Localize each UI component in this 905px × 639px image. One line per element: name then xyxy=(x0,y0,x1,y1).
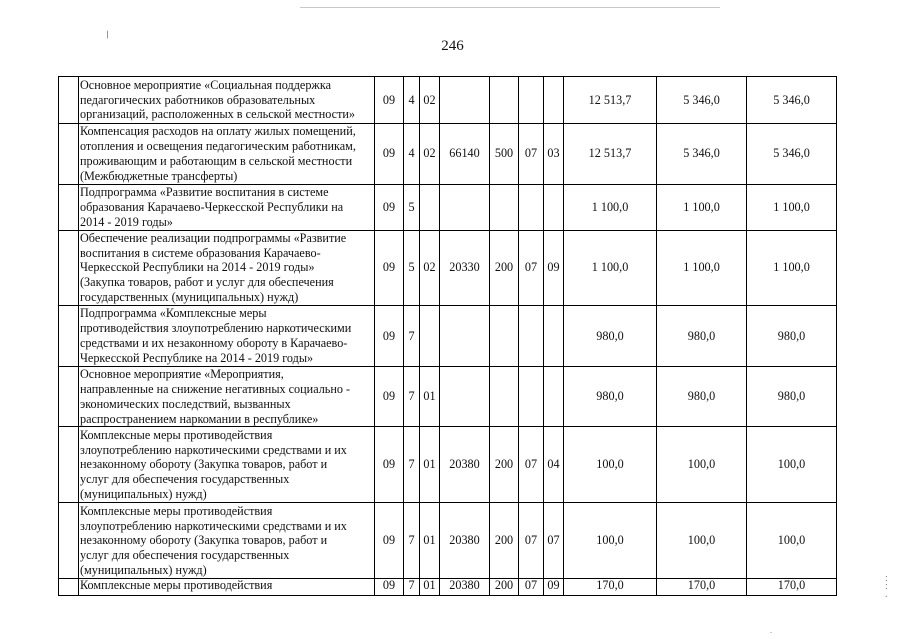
cell-c5 xyxy=(490,77,519,124)
cell-v3: 980,0 xyxy=(747,366,837,427)
cell-c1: 09 xyxy=(375,306,404,367)
cell-c7: 09 xyxy=(544,579,564,596)
table-row xyxy=(59,366,837,427)
table-row xyxy=(59,306,837,367)
row-description xyxy=(79,427,375,503)
row-description xyxy=(79,230,375,306)
description-line: (муниципальных) нужд) xyxy=(80,487,207,502)
cell-v2: 5 346,0 xyxy=(657,124,747,185)
cell-c2: 7 xyxy=(404,503,420,579)
description-line: воспитания в системе образования Карачаево- xyxy=(80,245,321,260)
cell-v1: 1 100,0 xyxy=(564,230,657,306)
cell-c4 xyxy=(440,366,490,427)
description-line: Черкесской Республике на 2014 - 2019 годы» xyxy=(80,350,314,365)
cell-c7: 03 xyxy=(544,124,564,185)
cell-c3: 01 xyxy=(420,503,440,579)
row-description xyxy=(79,579,375,596)
description-line: Компенсация расходов на оплату жилых помещений, xyxy=(80,124,356,138)
description-line: организаций, расположенных в сельской местности» xyxy=(80,107,356,122)
cell-c4: 20330 xyxy=(440,230,490,306)
cell-c7 xyxy=(544,366,564,427)
cell-c4 xyxy=(440,184,490,230)
cell-c2: 7 xyxy=(404,366,420,427)
cell-v3: 5 346,0 xyxy=(747,124,837,185)
description-line: Комплексные меры противодействия xyxy=(80,578,273,593)
cell-c6: 07 xyxy=(519,503,544,579)
cell-c1: 09 xyxy=(375,579,404,596)
description-line: средствами и их незаконному обороту в Карачаево- xyxy=(80,335,348,350)
cell-c6: 07 xyxy=(519,579,544,596)
cell-c4: 20380 xyxy=(440,579,490,596)
cell-v2: 980,0 xyxy=(657,306,747,367)
row-description xyxy=(79,124,375,185)
row-blank-cell xyxy=(59,366,79,427)
row-blank-cell xyxy=(59,230,79,306)
row-description xyxy=(79,77,375,124)
cell-c4 xyxy=(440,77,490,124)
table-row xyxy=(59,230,837,306)
description-line: Комплексные меры противодействия xyxy=(80,427,273,442)
row-description xyxy=(79,503,375,579)
row-blank-cell xyxy=(59,184,79,230)
description-line: Подпрограмма «Развитие воспитания в системе xyxy=(80,184,329,199)
cell-v3: 170,0 xyxy=(747,579,837,596)
cell-v1: 980,0 xyxy=(564,366,657,427)
cell-c4: 20380 xyxy=(440,427,490,503)
cell-v2: 980,0 xyxy=(657,366,747,427)
description-line: экономических последствий, вызванных xyxy=(80,396,291,411)
cell-c7: 09 xyxy=(544,230,564,306)
cell-c7 xyxy=(544,184,564,230)
cell-v3: 1 100,0 xyxy=(747,184,837,230)
cell-c3: 01 xyxy=(420,427,440,503)
cell-v1: 1 100,0 xyxy=(564,184,657,230)
cell-c6: 07 xyxy=(519,124,544,185)
edge-dots: : : . xyxy=(885,573,888,600)
cell-c3: 02 xyxy=(420,77,440,124)
row-blank-cell xyxy=(59,579,79,596)
cell-c5: 200 xyxy=(490,503,519,579)
cell-v1: 12 513,7 xyxy=(564,124,657,185)
description-line: (Закупка товаров, работ и услуг для обеспечения xyxy=(80,275,334,290)
row-blank-cell xyxy=(59,427,79,503)
cell-c5: 200 xyxy=(490,427,519,503)
description-line: направленные на снижение негативных социально - xyxy=(80,381,351,396)
description-line: противодействия злоупотреблению наркотическими xyxy=(80,321,352,336)
cell-v1: 12 513,7 xyxy=(564,77,657,124)
cell-c3: 01 xyxy=(420,366,440,427)
bottom-dot: . xyxy=(770,626,772,635)
table-row xyxy=(59,503,837,579)
cell-v2: 170,0 xyxy=(657,579,747,596)
cell-c7: 07 xyxy=(544,503,564,579)
cell-c1: 09 xyxy=(375,184,404,230)
cell-c7: 04 xyxy=(544,427,564,503)
cell-c5: 200 xyxy=(490,230,519,306)
cell-c5: 500 xyxy=(490,124,519,185)
cell-c3: 01 xyxy=(420,579,440,596)
cell-c1: 09 xyxy=(375,124,404,185)
cell-c2: 4 xyxy=(404,124,420,185)
cell-v3: 100,0 xyxy=(747,503,837,579)
cell-c2: 5 xyxy=(404,230,420,306)
description-line: злоупотреблению наркотическими средствами и их xyxy=(80,518,347,533)
description-line: Подпрограмма «Комплексные меры xyxy=(80,306,267,321)
cell-c2: 7 xyxy=(404,579,420,596)
description-line: услуг для обеспечения государственных xyxy=(80,472,290,487)
budget-table xyxy=(58,76,837,596)
cell-c3: 02 xyxy=(420,124,440,185)
cell-c4: 66140 xyxy=(440,124,490,185)
cell-v2: 1 100,0 xyxy=(657,230,747,306)
cell-c6 xyxy=(519,184,544,230)
cell-c2: 5 xyxy=(404,184,420,230)
table-row xyxy=(59,579,837,596)
cell-c6: 07 xyxy=(519,427,544,503)
cell-c6 xyxy=(519,77,544,124)
description-line: услуг для обеспечения государственных xyxy=(80,548,290,563)
cell-v3: 1 100,0 xyxy=(747,230,837,306)
description-line: проживающим и работающим в сельской местности xyxy=(80,153,353,168)
cell-c5 xyxy=(490,184,519,230)
cell-c7 xyxy=(544,306,564,367)
cell-c4 xyxy=(440,306,490,367)
cell-c5 xyxy=(490,366,519,427)
description-line: незаконному обороту (Закупка товаров, работ и xyxy=(80,457,328,472)
table-row xyxy=(59,77,837,124)
cell-c5 xyxy=(490,306,519,367)
cell-c2: 4 xyxy=(404,77,420,124)
cell-c2: 7 xyxy=(404,306,420,367)
cell-v3: 5 346,0 xyxy=(747,77,837,124)
description-line: злоупотреблению наркотическими средствами и их xyxy=(80,442,347,457)
cell-c1: 09 xyxy=(375,366,404,427)
page-number: 246 xyxy=(441,38,464,54)
description-line: Обеспечение реализации подпрограммы «Развитие xyxy=(80,230,347,245)
cell-v1: 100,0 xyxy=(564,427,657,503)
description-line: государственных (муниципальных) нужд) xyxy=(80,290,299,305)
cell-c6 xyxy=(519,366,544,427)
cell-v2: 5 346,0 xyxy=(657,77,747,124)
cell-c1: 09 xyxy=(375,503,404,579)
row-description xyxy=(79,306,375,367)
description-line: распространением наркомании в республике» xyxy=(80,411,319,426)
cell-c5: 200 xyxy=(490,579,519,596)
cell-v2: 100,0 xyxy=(657,427,747,503)
description-line: незаконному обороту (Закупка товаров, работ и xyxy=(80,533,328,548)
cell-c1: 09 xyxy=(375,77,404,124)
table-row xyxy=(59,427,837,503)
cell-v2: 100,0 xyxy=(657,503,747,579)
description-line: образования Карачаево-Черкесской Республики на xyxy=(80,199,344,214)
cell-c1: 09 xyxy=(375,427,404,503)
description-line: Черкесской Республики на 2014 - 2019 годы» xyxy=(80,260,315,275)
table-row xyxy=(59,184,837,230)
cell-v2: 1 100,0 xyxy=(657,184,747,230)
cell-c3 xyxy=(420,306,440,367)
description-line: 2014 - 2019 годы» xyxy=(80,214,173,229)
cell-c6 xyxy=(519,306,544,367)
row-blank-cell xyxy=(59,306,79,367)
cell-c3 xyxy=(420,184,440,230)
cell-v1: 100,0 xyxy=(564,503,657,579)
description-line: Комплексные меры противодействия xyxy=(80,503,273,518)
description-line: (Межбюджетные трансферты) xyxy=(80,168,238,183)
cell-c3: 02 xyxy=(420,230,440,306)
cell-v1: 980,0 xyxy=(564,306,657,367)
cell-c4: 20380 xyxy=(440,503,490,579)
cell-c6: 07 xyxy=(519,230,544,306)
row-description xyxy=(79,366,375,427)
pen-mark: / xyxy=(104,28,112,42)
description-line: Основное мероприятие «Социальная поддержка xyxy=(80,77,331,92)
row-blank-cell xyxy=(59,124,79,185)
row-blank-cell xyxy=(59,503,79,579)
cell-c2: 7 xyxy=(404,427,420,503)
cell-v1: 170,0 xyxy=(564,579,657,596)
description-line: педагогических работников образовательных xyxy=(80,92,316,107)
description-line: отопления и освещения педагогическим работникам, xyxy=(80,138,356,153)
top-rule xyxy=(300,7,720,8)
table-row xyxy=(59,124,837,185)
description-line: (муниципальных) нужд) xyxy=(80,563,207,578)
description-line: Основное мероприятие «Мероприятия, xyxy=(80,366,284,381)
cell-v3: 980,0 xyxy=(747,306,837,367)
cell-v3: 100,0 xyxy=(747,427,837,503)
cell-c1: 09 xyxy=(375,230,404,306)
cell-c7 xyxy=(544,77,564,124)
table-body xyxy=(59,77,837,596)
row-blank-cell xyxy=(59,77,79,124)
row-description xyxy=(79,184,375,230)
